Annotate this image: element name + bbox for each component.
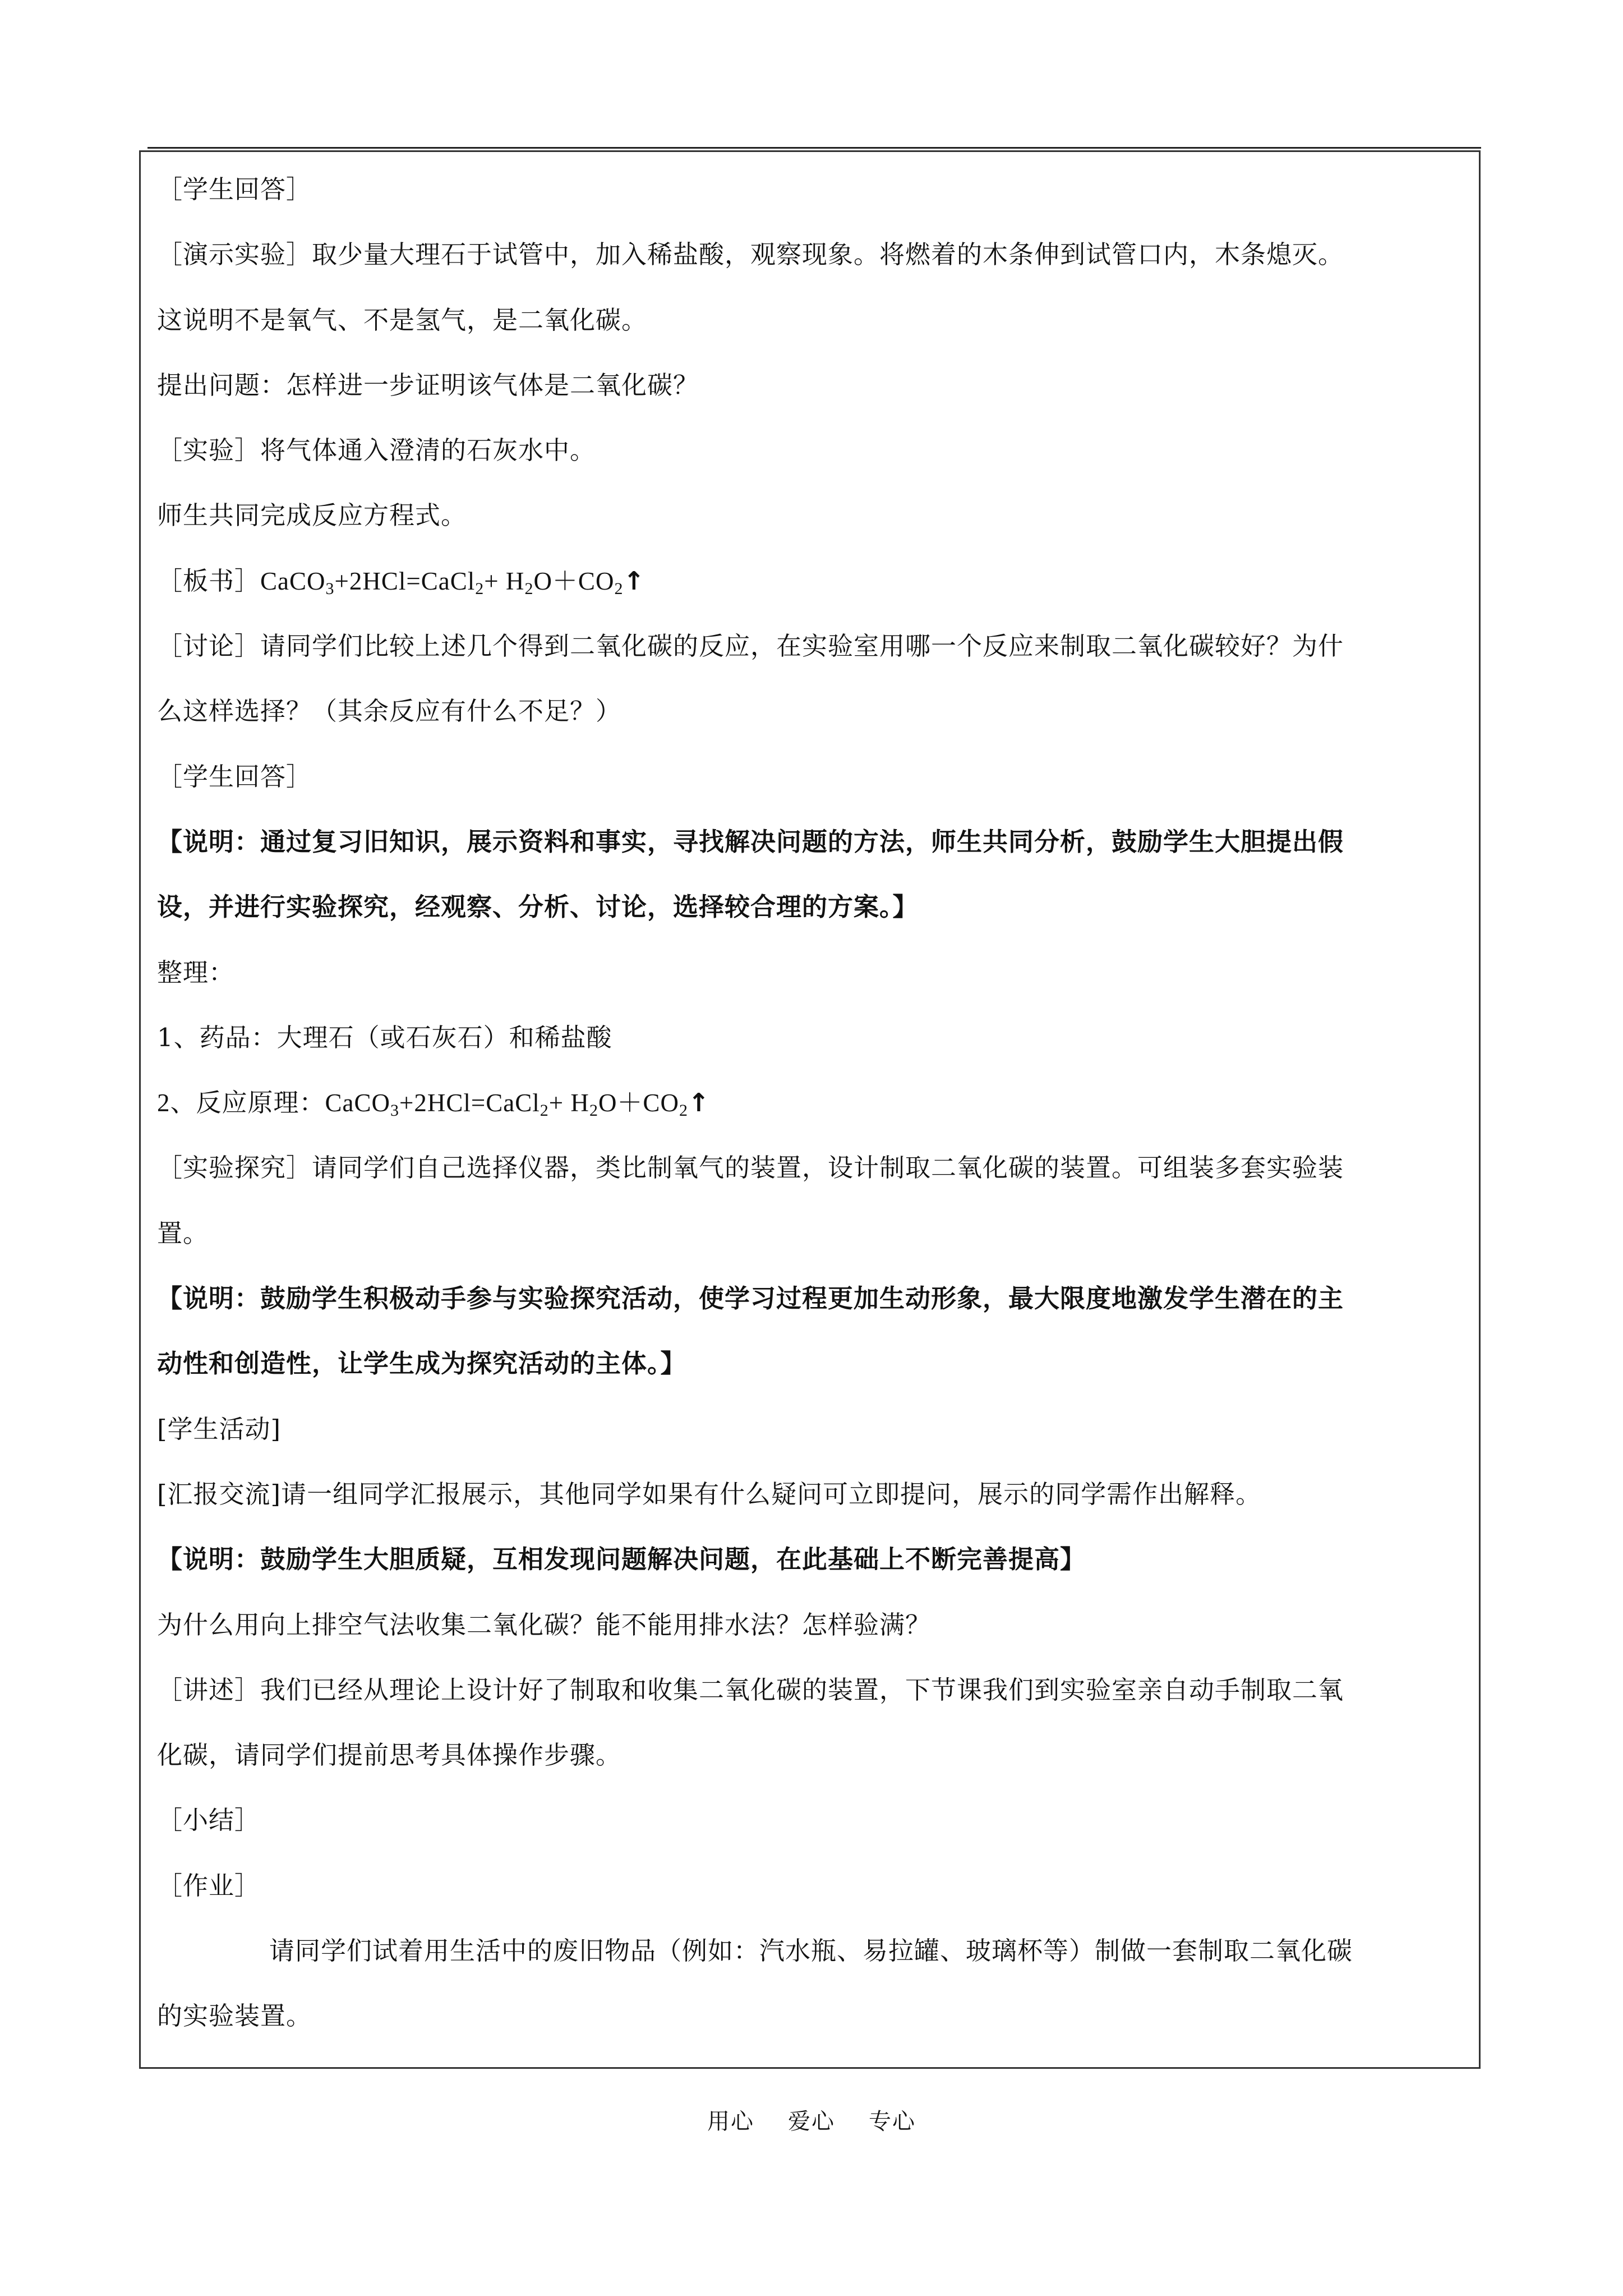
equation-text: O＋CO — [533, 567, 615, 595]
equation-text: O＋CO — [598, 1089, 679, 1117]
text-line: 的实验装置。 — [157, 2001, 312, 2031]
subscript: 2 — [475, 579, 485, 598]
gas-arrow-icon: ↑ — [623, 565, 645, 596]
text-line: 师生共同完成反应方程式。 — [157, 500, 467, 531]
subscript: 2 — [614, 579, 624, 598]
equation-text: CaCO — [325, 1089, 391, 1117]
text-line: ［作业］ — [157, 1870, 261, 1901]
reaction-equation — [157, 1070, 1472, 1135]
text-line: 请同学们试着用生活中的废旧物品（例如：汽水瓶、易拉罐、玻璃杯等）制做一套制取二氧化碳 — [269, 1936, 1353, 1966]
equation-text: +2HCl=CaCl — [334, 567, 476, 595]
equation-prefix: 2、反应原理： — [157, 1089, 325, 1117]
text-line: 置。 — [157, 1218, 209, 1248]
text-line: ［讨论］请同学们比较上述几个得到二氧化碳的反应，在实验室用哪一个反应来制取二氧化碳较好？为什 — [157, 631, 1344, 661]
subscript: 2 — [524, 579, 534, 598]
subscript: 2 — [679, 1101, 688, 1120]
board-equation — [157, 549, 1472, 614]
subscript: 3 — [390, 1101, 400, 1120]
text-line: ［实验探究］请同学们自己选择仪器，类比制氧气的装置，设计制取二氧化碳的装置。可组装多套实验装 — [157, 1153, 1344, 1183]
text-line: 这说明不是氧气、不是氢气，是二氧化碳。 — [157, 305, 648, 335]
note-line: 【说明：鼓励学生积极动手参与实验探究活动，使学习过程更加生动形象，最大限度地激发学生潜在的主 — [157, 1283, 1344, 1314]
note-line: 【说明：鼓励学生大胆质疑，互相发现问题解决问题，在此基础上不断完善提高】 — [157, 1544, 1086, 1575]
subscript: 2 — [540, 1101, 549, 1120]
text-line: [汇报交流]请一组同学汇报展示，其他同学如果有什么疑问可立即提问，展示的同学需作出解释。 — [157, 1479, 1262, 1509]
text-line: ［讲述］我们已经从理论上设计好了制取和收集二氧化碳的装置，下节课我们到实验室亲自动手制取二氧 — [157, 1674, 1344, 1705]
equation-prefix: ［板书］ — [157, 567, 261, 595]
footer-word: 专心 — [869, 2109, 916, 2134]
text-line: 为什么用向上排空气法收集二氧化碳？能不能用排水法？怎样验满？ — [157, 1609, 932, 1640]
text-line: ［小结］ — [157, 1805, 261, 1835]
note-line: 动性和创造性，让学生成为探究活动的主体。】 — [157, 1349, 686, 1379]
subscript: 2 — [589, 1101, 598, 1120]
text-line: 化碳，请同学们提前思考具体操作步骤。 — [157, 1740, 622, 1770]
text-line: ［学生回答］ — [157, 174, 312, 204]
equation-text: CaCO — [260, 567, 326, 595]
gas-arrow-icon: ↑ — [688, 1088, 710, 1118]
text-line: 么这样选择？（其余反应有什么不足？） — [157, 696, 622, 726]
page-footer — [0, 2104, 1623, 2136]
equation-text: + H — [548, 1089, 589, 1117]
footer-word: 用心 — [707, 2109, 754, 2134]
text-line: [学生活动] — [157, 1414, 282, 1444]
text-line: 1、药品：大理石（或石灰石）和稀盐酸 — [157, 1022, 612, 1052]
equation-text: +2HCl=CaCl — [399, 1089, 540, 1117]
text-line: 整理： — [157, 957, 235, 987]
equation-text: + H — [484, 567, 525, 595]
note-line: 【说明：通过复习旧知识，展示资料和事实，寻找解决问题的方法，师生共同分析，鼓励学生大胆提出假 — [157, 826, 1344, 857]
text-line: ［实验］将气体通入澄清的石灰水中。 — [157, 435, 596, 466]
footer-word: 爱心 — [788, 2109, 835, 2134]
text-line: ［演示实验］取少量大理石于试管中，加入稀盐酸，观察现象。将燃着的木条伸到试管口内，木条熄灭。 — [157, 240, 1344, 270]
note-line: 设，并进行实验探究，经观察、分析、讨论，选择较合理的方案。】 — [157, 892, 919, 922]
text-line: 提出问题：怎样进一步证明该气体是二氧化碳？ — [157, 370, 699, 400]
document-body — [157, 157, 1472, 2049]
text-line: ［学生回答］ — [157, 761, 312, 792]
header-rule — [147, 147, 1481, 149]
subscript: 3 — [325, 579, 335, 598]
